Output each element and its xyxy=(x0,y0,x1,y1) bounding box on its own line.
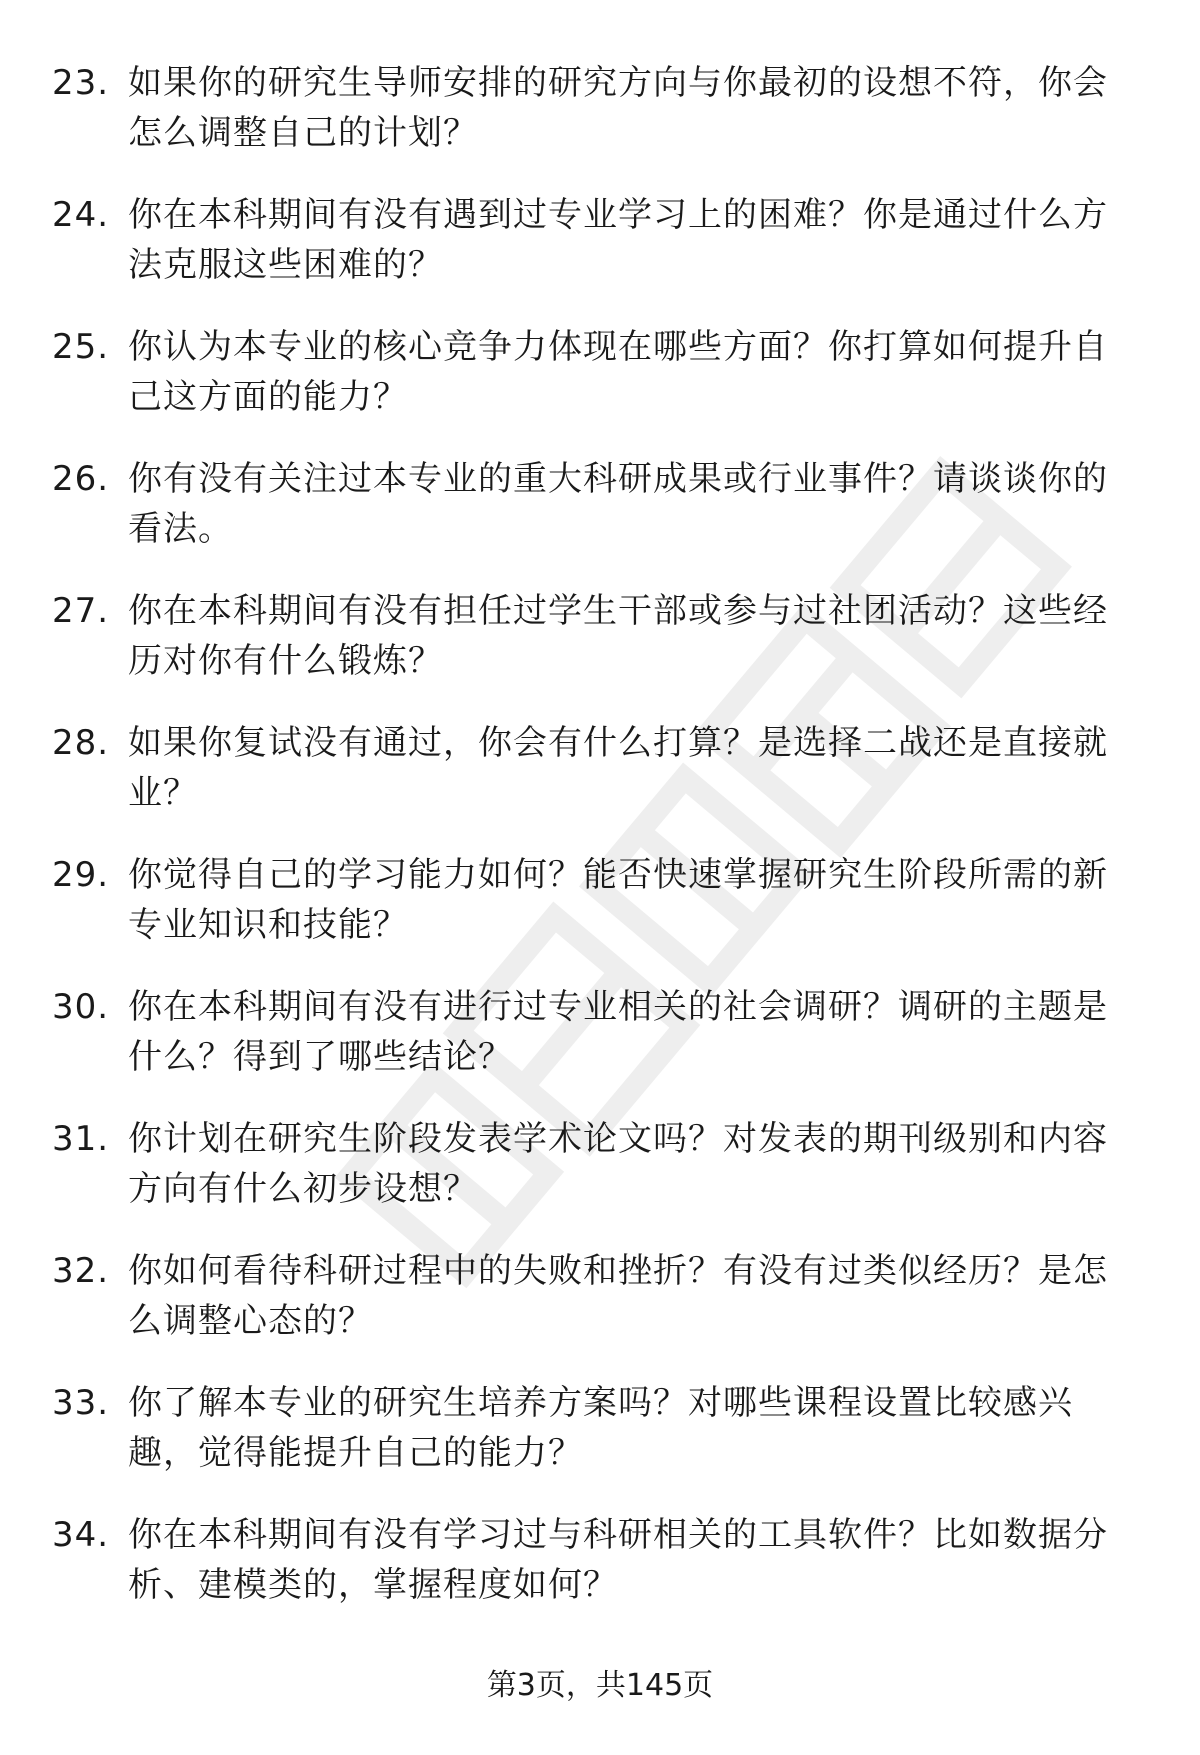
question-number: 34. xyxy=(52,1515,110,1555)
question-text: 你觉得自己的学习能力如何？能否快速掌握研究生阶段所需的新专业知识和技能？ xyxy=(128,855,1108,945)
question-text: 你在本科期间有没有遇到过专业学习上的困难？你是通过什么方法克服这些困难的？ xyxy=(128,195,1108,285)
question-number: 28. xyxy=(52,723,110,763)
list-item xyxy=(52,982,1152,1102)
question-list xyxy=(52,58,1152,1642)
question-number: 33. xyxy=(52,1383,110,1423)
question-text: 你如何看待科研过程中的失败和挫折？有没有过类似经历？是怎么调整心态的？ xyxy=(128,1251,1108,1341)
list-item xyxy=(52,58,1152,178)
list-item xyxy=(52,1510,1152,1630)
list-item xyxy=(52,190,1152,310)
question-text: 如果你复试没有通过，你会有什么打算？是选择二战还是直接就业？ xyxy=(128,723,1108,813)
question-text: 你在本科期间有没有担任过学生干部或参与过社团活动？这些经历对你有什么锻炼？ xyxy=(128,591,1108,681)
question-number: 30. xyxy=(52,987,110,1027)
list-item xyxy=(52,1378,1152,1498)
question-text: 你在本科期间有没有学习过与科研相关的工具软件？比如数据分析、建模类的，掌握程度如何？ xyxy=(128,1515,1108,1605)
question-number: 25. xyxy=(52,327,110,367)
question-number: 29. xyxy=(52,855,110,895)
list-item xyxy=(52,1246,1152,1366)
list-item xyxy=(52,322,1152,442)
question-number: 24. xyxy=(52,195,110,235)
list-item xyxy=(52,454,1152,574)
question-text: 如果你的研究生导师安排的研究方向与你最初的设想不符，你会怎么调整自己的计划？ xyxy=(128,63,1108,153)
question-text: 你了解本专业的研究生培养方案吗？对哪些课程设置比较感兴趣，觉得能提升自己的能力？ xyxy=(128,1383,1073,1473)
list-item xyxy=(52,586,1152,706)
question-number: 23. xyxy=(52,63,110,103)
list-item xyxy=(52,1114,1152,1234)
list-item xyxy=(52,850,1152,970)
question-text: 你认为本专业的核心竞争力体现在哪些方面？你打算如何提升自己这方面的能力？ xyxy=(128,327,1108,417)
list-item xyxy=(52,718,1152,838)
question-text: 你计划在研究生阶段发表学术论文吗？对发表的期刊级别和内容方向有什么初步设想？ xyxy=(128,1119,1108,1209)
question-number: 27. xyxy=(52,591,110,631)
question-text: 你有没有关注过本专业的重大科研成果或行业事件？请谈谈你的看法。 xyxy=(128,459,1108,549)
question-number: 26. xyxy=(52,459,110,499)
page-number-label: 第3页，共145页 xyxy=(486,1668,714,1703)
page-footer xyxy=(0,1666,1200,1706)
question-text: 你在本科期间有没有进行过专业相关的社会调研？调研的主题是什么？得到了哪些结论？ xyxy=(128,987,1108,1077)
question-number: 31. xyxy=(52,1119,110,1159)
question-number: 32. xyxy=(52,1251,110,1291)
